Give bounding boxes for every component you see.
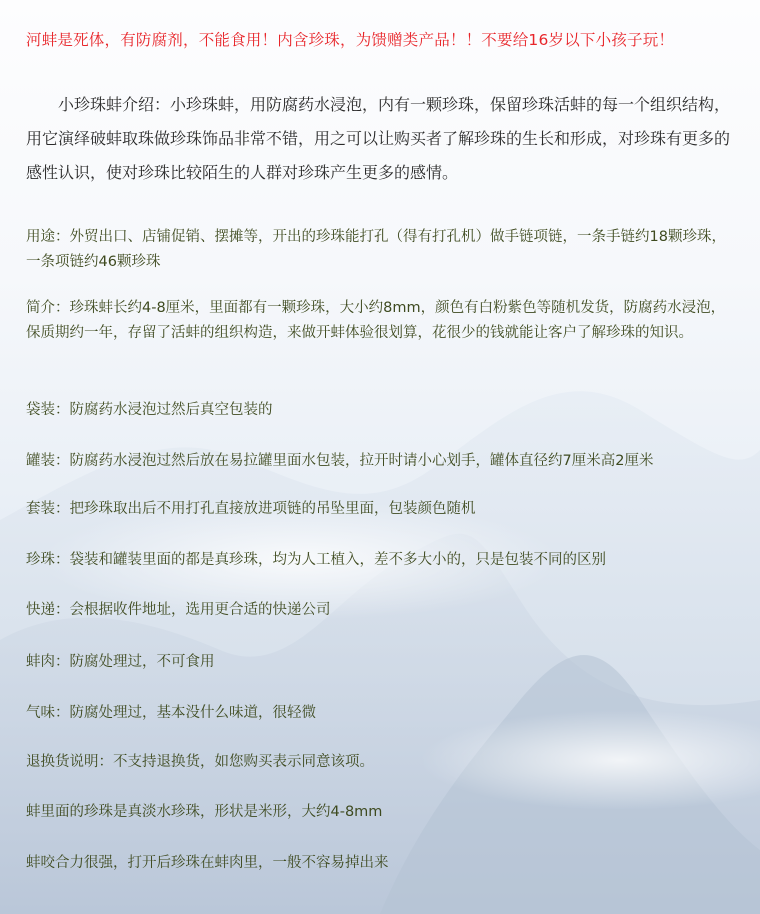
- return-policy-text: 退换货说明：不支持退换货，如您购买表示同意该项。: [26, 754, 374, 770]
- summary-text: 简介：珍珠蚌长约4-8厘米，里面都有一颗珍珠，大小约8mm，颜色有白粉紫色等随机发货，防腐药水浸泡，保质期约一年，存留了活蚌的组织构造，来做开蚌体验很划算，花很少的钱就能让客户了解珍珠的知识。: [26, 300, 726, 341]
- intro-paragraph: 小珍珠蚌介绍：小珍珠蚌，用防腐药水浸泡，内有一颗珍珠，保留珍珠活蚌的每一个组织结构，用它演绎破蚌取珠做珍珠饰品非常不错，用之可以让购买者了解珍珠的生长和形成，对珍珠有更多的感性认识，使对珍珠比较陌生的人群对珍珠产生更多的感情。: [26, 95, 731, 182]
- set-package-text: 套装：把珍珠取出后不用打孔直接放进项链的吊坠里面，包装颜色随机: [26, 501, 476, 517]
- safety-warning: 河蚌是死体，有防腐剂，不能食用！内含珍珠，为馈赠类产品！！不要给16岁以下小孩子玩！: [26, 31, 675, 49]
- pearl-type-text: 蚌里面的珍珠是真淡水珍珠，形状是米形，大约4-8mm: [26, 804, 383, 820]
- bite-force-text: 蚌咬合力很强，打开后珍珠在蚌肉里，一般不容易掉出来: [26, 855, 389, 871]
- pearl-text: 珍珠：袋装和罐装里面的都是真珍珠，均为人工植入，差不多大小的，只是包装不同的区别: [26, 552, 606, 568]
- mussel-meat-text: 蚌肉：防腐处理过，不可食用: [26, 654, 215, 670]
- bag-package-text: 袋装：防腐药水浸泡过然后真空包装的: [26, 402, 273, 418]
- usage-text: 用途：外贸出口、店铺促销、摆摊等，开出的珍珠能打孔（得有打孔机）做手链项链，一条手链约18颗珍珠，一条项链约46颗珍珠: [26, 229, 726, 270]
- smell-text: 气味：防腐处理过，基本没什么味道，很轻微: [26, 705, 316, 721]
- can-package-text: 罐装：防腐药水浸泡过然后放在易拉罐里面水包装，拉开时请小心划手，罐体直径约7厘米高2厘米: [26, 453, 654, 469]
- shipping-text: 快递：会根据收件地址，选用更合适的快递公司: [26, 602, 331, 618]
